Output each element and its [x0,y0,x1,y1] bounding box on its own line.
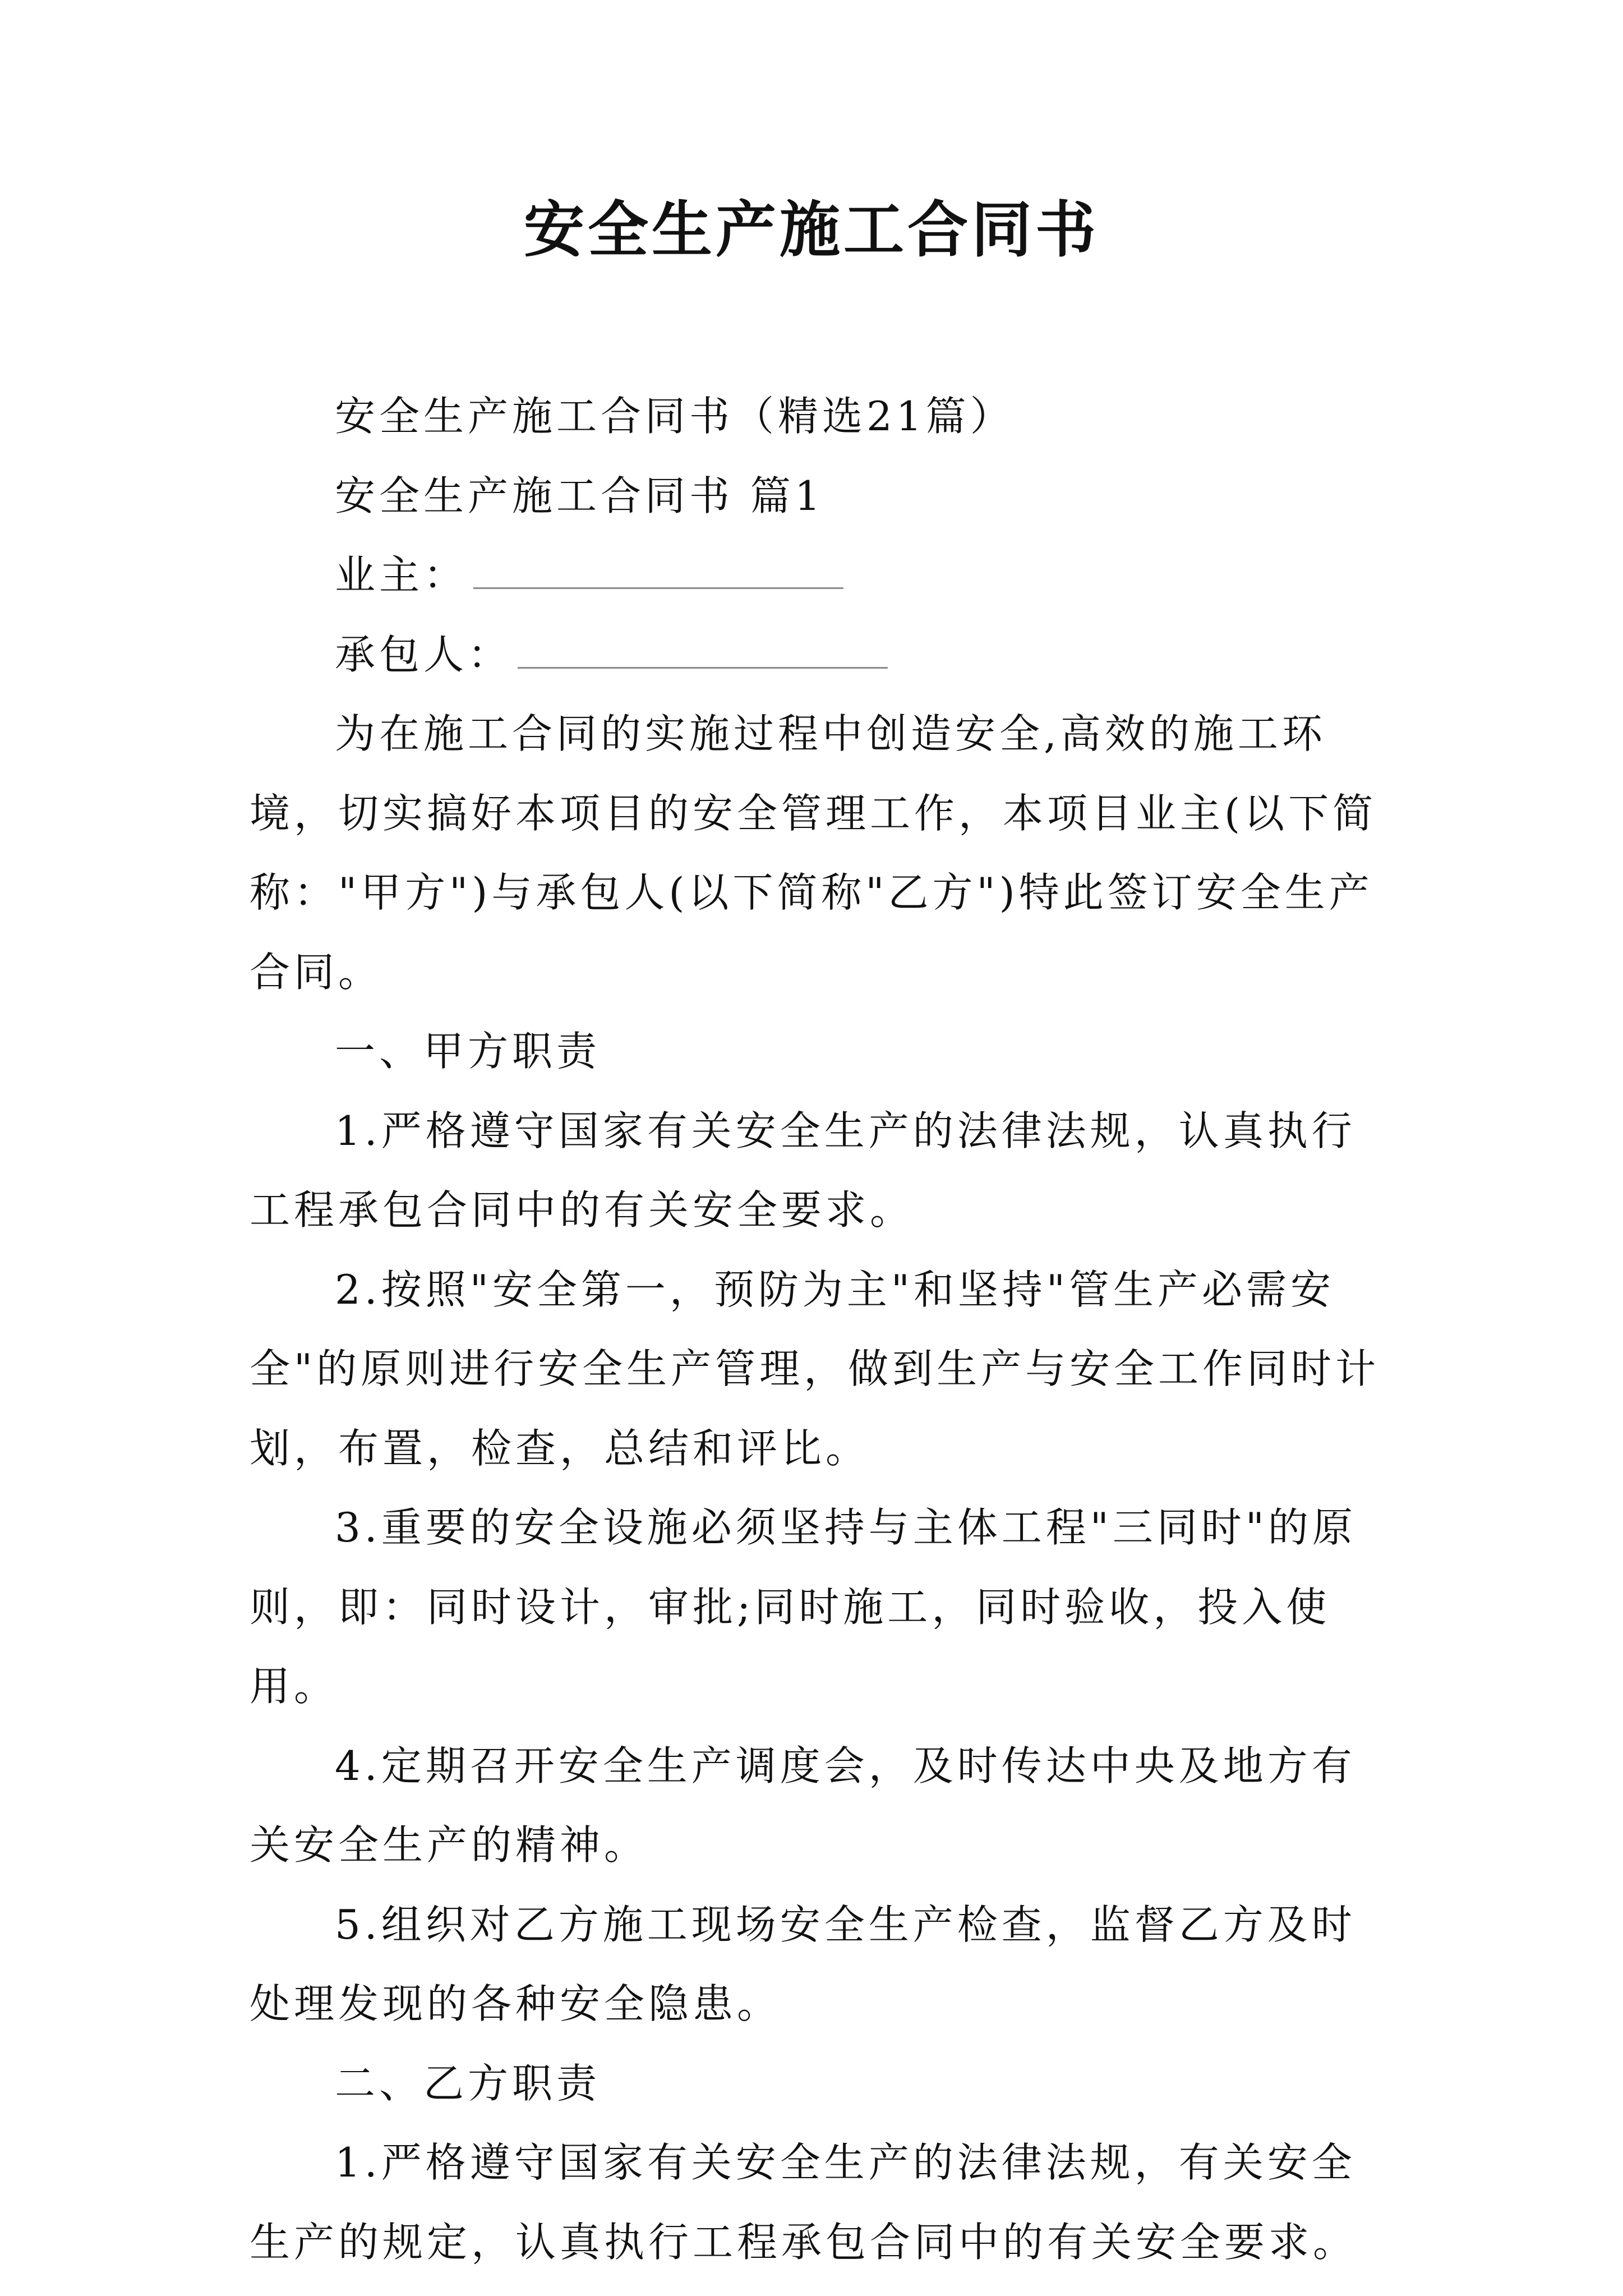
document-title: 安全生产施工合同书 [523,195,1099,265]
party-b-item-1: 1.严格遵守国家有关安全生产的法律法规，有关安全生产的规定，认真执行工程承包合同中的有关安全要求。 [250,2139,1358,2266]
party-a-item-4: 4.定期召开安全生产调度会，及时传达中央及地方有关安全生产的精神。 [250,1742,1356,1869]
owner-blank-field [473,585,843,589]
party-a-item-3: 3.重要的安全设施必须坚持与主体工程"三同时"的原则，即：同时设计，审批;同时施工，同时验收，投入使用。 [250,1504,1357,1710]
contractor-blank-field [518,665,888,669]
contractor-label: 承包人： [335,631,513,678]
owner-label: 业主： [335,551,468,599]
party-a-heading: 一、甲方职责 [335,1028,601,1075]
party-b-heading: 二、乙方职责 [335,2059,601,2107]
section-heading: 安全生产施工合同书 篇1 [335,472,824,519]
document-body [250,377,1399,2282]
intro-paragraph: 为在施工合同的实施过程中创造安全,高效的施工环境，切实搞好本项目的安全管理工作，本项目业主(以下简称："甲方")与承包人(以下简称"乙方")特此签订安全生产合同。 [250,710,1377,996]
party-a-item-5: 5.组织对乙方施工现场安全生产检查，监督乙方及时处理发现的各种安全隐患。 [250,1901,1356,2027]
party-a-item-1: 1.严格遵守国家有关安全生产的法律法规，认真执行工程承包合同中的有关安全要求。 [250,1107,1356,1234]
document-subtitle: 安全生产施工合同书（精选21篇） [335,393,1015,440]
owner-line [250,536,1399,615]
party-a-item-2: 2.按照"安全第一，预防为主"和坚持"管生产必需安全"的原则进行安全生产管理，做到生产与安全工作同时计划，布置，检查，总结和评比。 [250,1266,1380,1472]
contractor-line [250,615,1399,695]
